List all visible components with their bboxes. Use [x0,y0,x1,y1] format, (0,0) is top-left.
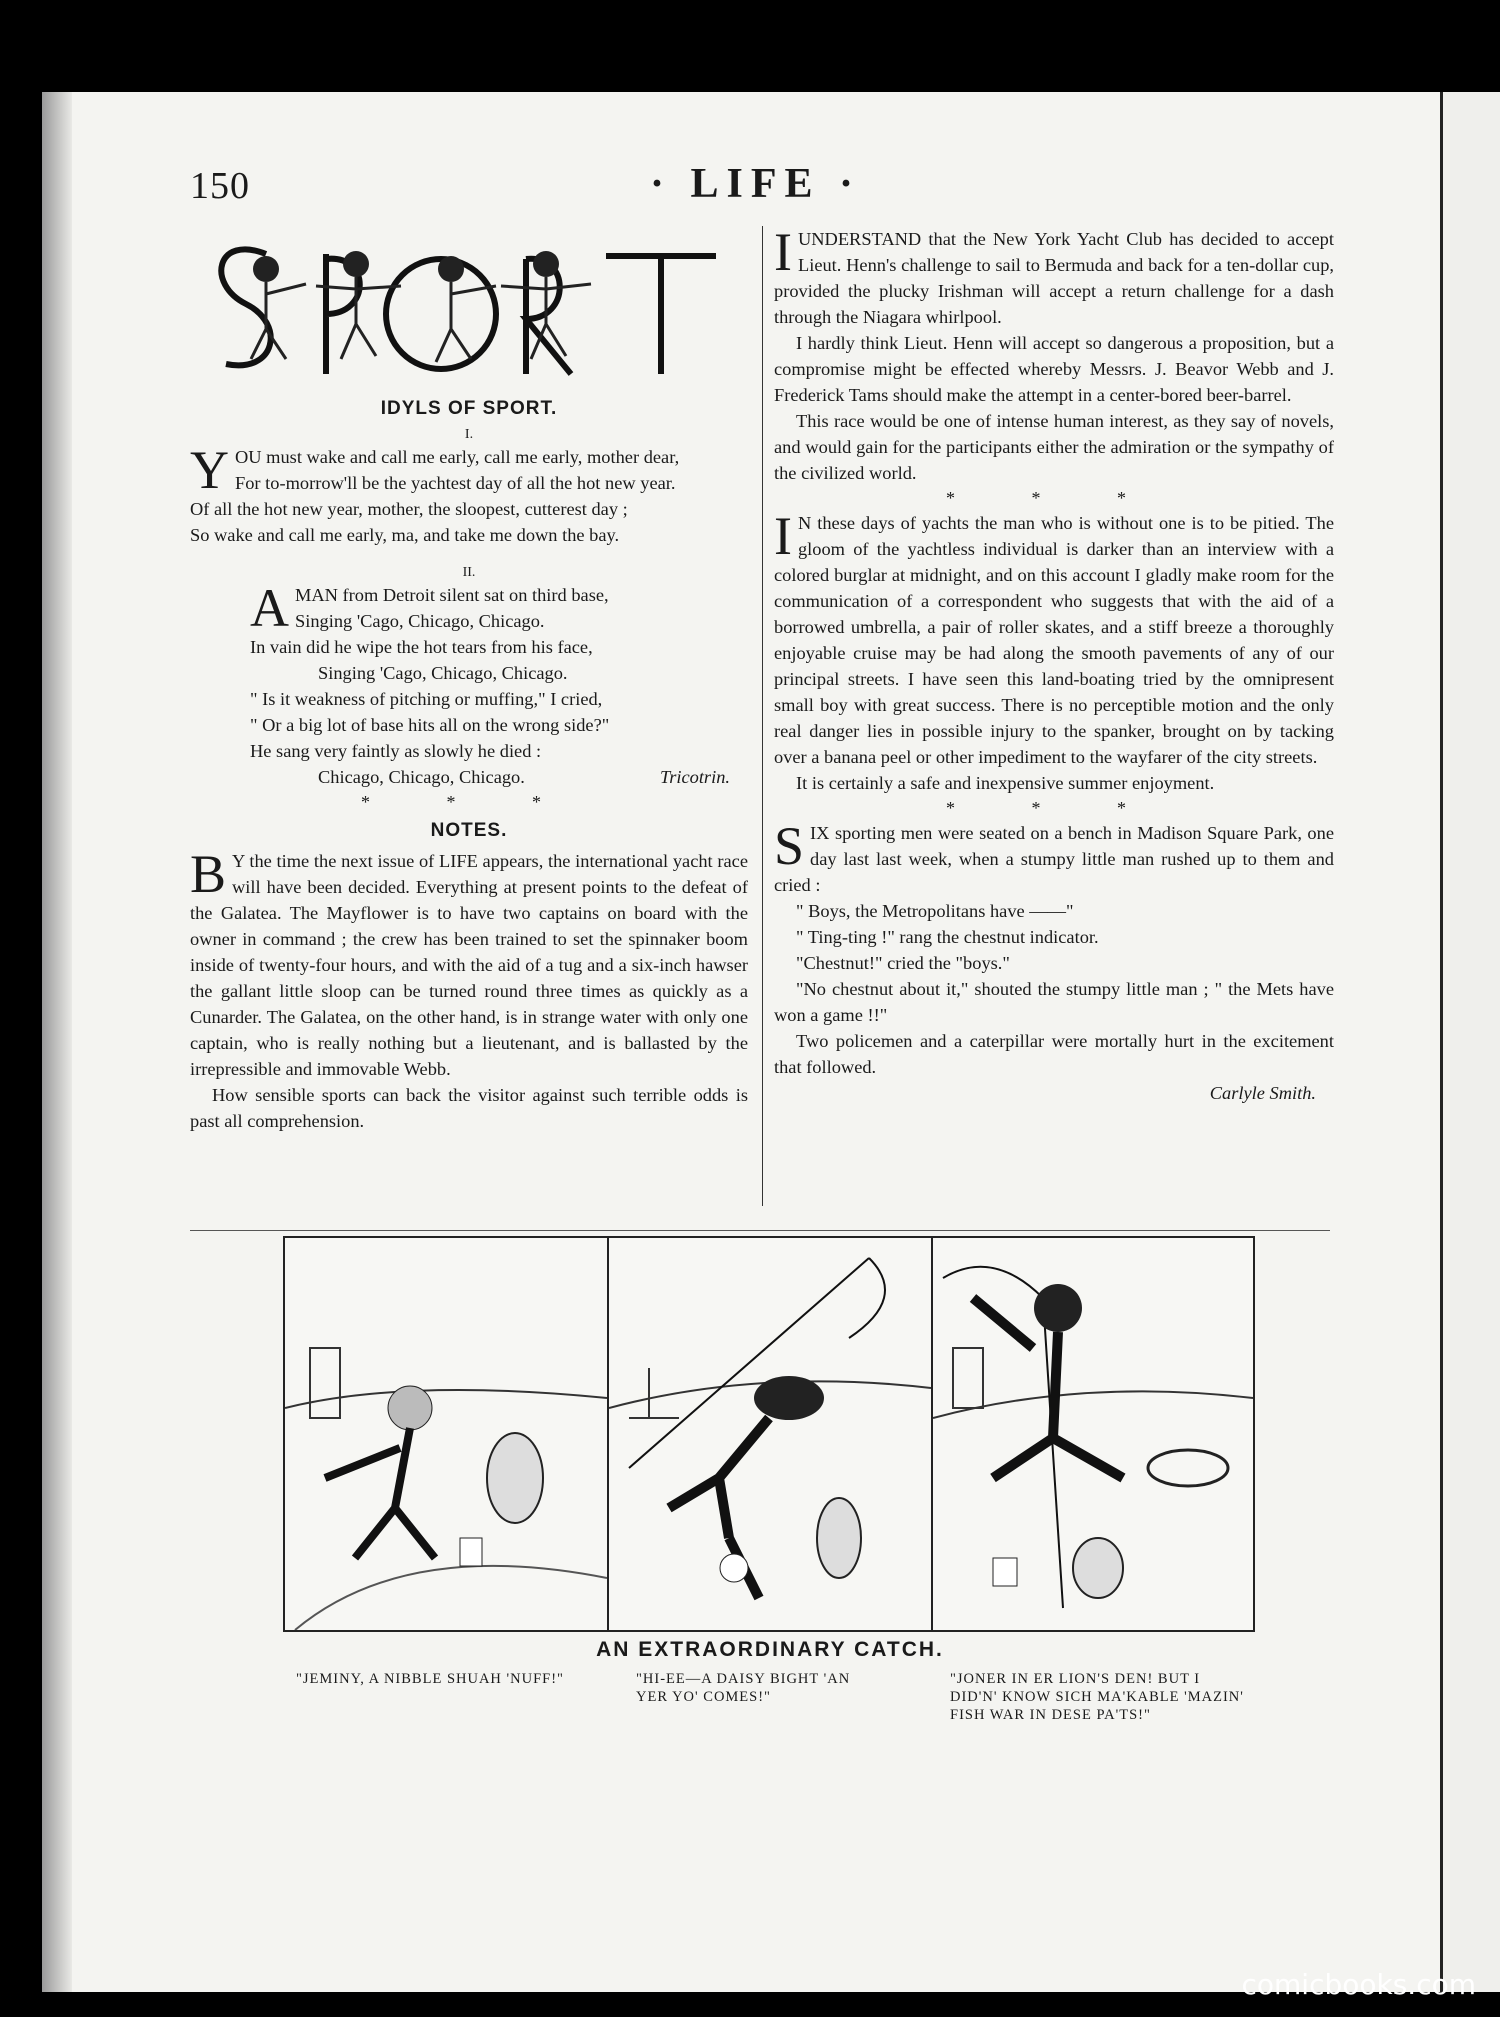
cartoon-panel-2 [609,1238,933,1630]
cartoon-title: AN EXTRAORDINARY CATCH. [596,1638,944,1661]
notes-heading: NOTES. [430,820,508,841]
section-separator: * * * [946,798,1162,818]
article-paragraph: This race would be one of intense human interest, as they say of novels, and would gain for the participants either the admiration or the sympathy of the civilized world. [774,411,1334,483]
dialogue-line: Two policemen and a caterpillar were mortally hurt in the excitement that followed. [774,1031,1334,1077]
poem-line: In vain did he wipe the hot tears from his face, [250,637,593,657]
cartoon-caption-3: "JONER IN ER LION'S DEN! BUT I DID'N' KNOW SICH MA'KABLE 'MAZIN' FISH WAR IN DESE PA'TS!" [950,1671,1244,1723]
cartoon-caption-2: "HI-EE—A DAISY BIGHT 'AN YER YO' COMES!" [636,1671,851,1705]
poem-line: So wake and call me early, ma, and take me down the bay. [190,525,620,545]
dialogue-line: "Chestnut!" cried the "boys." [796,953,1010,973]
part-one-numeral: I. [464,427,474,442]
poem-line: For to-morrow'll be the yachtest day of all the hot new year. [235,473,676,493]
section-separator: * * * [946,488,1162,508]
masthead-title: · LIFE · [650,161,862,207]
cartoon-top-rule [190,1230,1330,1231]
drop-cap-s: S [774,816,805,876]
page-number: 150 [190,165,250,207]
article-paragraph: N these days of yachts the man who is without one is to be pitied. The gloom of the yachtless individual is darker than an interview with a colored burglar at midnight, and on this account I gladly make room for the communication of a correspondent who suggests that with the aid of a borrowed umbrella, a pair of roller skates, and a stiff breeze a thoroughly enjoyable cruise may be had along the smooth pavements of any of our principal streets. I have seen this land-boating tried by the omnipresent small boy with great success. There is no perceptible motion and the only real danger lies in possible injury to the spanker, brought on by tacking over a banana peel or other impediment to the wayfarer of the city streets. [774,513,1334,767]
left-column [190,390,748,1134]
site-watermark: comicbooks.com [1241,1968,1476,2001]
cartoon-panel-3 [933,1238,1253,1630]
dialogue-line: " Boys, the Metropolitans have ——" [796,901,1074,921]
poem-line: MAN from Detroit silent sat on third base, [295,585,609,605]
article-paragraph: IX sporting men were seated on a bench in Madison Square Park, one day last last week, when a stumpy little man rushed up to them and cried : [774,823,1334,895]
dialogue-line: "No chestnut about it," shouted the stumpy little man ; " the Mets have won a game !!" [774,979,1334,1025]
cartoon-caption-1: "JEMINY, A NIBBLE SHUAH 'NUFF!" [296,1671,564,1687]
page-binding-shadow [42,92,72,1992]
cartoon-strip [283,1236,1255,1632]
poem-line: Chicago, Chicago, Chicago. [318,767,525,787]
part-two-numeral: II. [462,565,476,580]
signature-tricotrin: Tricotrin. [659,767,730,787]
article-paragraph: I hardly think Lieut. Henn will accept so dangerous a proposition, but a compromise might be effected whereby Messrs. J. Beavor Webb and J. Frederick Tams should make the attempt in a center-bored beer-barrel. [774,333,1334,405]
poem-line: " Or a big lot of base hits all on the wrong side?" [250,715,610,735]
dialogue-line: " Ting-ting !" rang the chestnut indicator. [796,927,1099,947]
poem-line: He sang very faintly as slowly he died : [250,741,542,761]
article-paragraph: It is certainly a safe and inexpensive summer enjoyment. [796,773,1215,793]
sport-title-illustration [196,224,726,394]
poem-line: Singing 'Cago, Chicago, Chicago. [295,611,545,631]
drop-cap-b: B [190,844,227,904]
cartoon-panel-1 [285,1238,609,1630]
drop-cap-a: A [250,578,289,638]
idyls-heading: IDYLS OF SPORT. [380,398,558,419]
poem-line: Of all the hot new year, mother, the sloopest, cutterest day ; [190,499,628,519]
poem-line: " Is it weakness of pitching or muffing," I cried, [250,689,603,709]
notes-paragraph: Y the time the next issue of LIFE appears, the international yacht race will have been decided. Everything at present points to the defeat of the Galatea. The Mayflower is to have two captains on board with the owner in command ; the crew has been trained to set the spinnaker boom inside of twenty-four hours, and with the aid of a tug and a six-inch hawser the gallant little sloop can be turned round three times as quickly as a Cunarder. The Galatea, on the other hand, is in strange water with only one captain, who is really nothing but a lieutenant, and is ballasted by the irrepressible and immovable Webb. [190,851,748,1079]
drop-cap-i: I [774,222,792,282]
section-separator: * * * [361,792,577,812]
signature-carlyle-smith: Carlyle Smith. [1209,1083,1316,1103]
article-paragraph: UNDERSTAND that the New York Yacht Club has decided to accept Lieut. Henn's challenge to sail to Bermuda and back for a ten-dollar cup, provided the plucky Irishman will accept a return challenge for a dash through the Niagara whirlpool. [774,229,1334,327]
poem-line: OU must wake and call me early, call me early, mother dear, [235,447,680,467]
adjacent-page-edge [1440,92,1500,1992]
column-divider [762,226,763,1206]
drop-cap-y: Y [190,440,229,500]
notes-paragraph: How sensible sports can back the visitor against such terrible odds is past all comprehension. [190,1085,748,1131]
drop-cap-i: I [774,506,792,566]
poem-line: Singing 'Cago, Chicago, Chicago. [318,663,568,683]
right-column [774,222,1334,1106]
